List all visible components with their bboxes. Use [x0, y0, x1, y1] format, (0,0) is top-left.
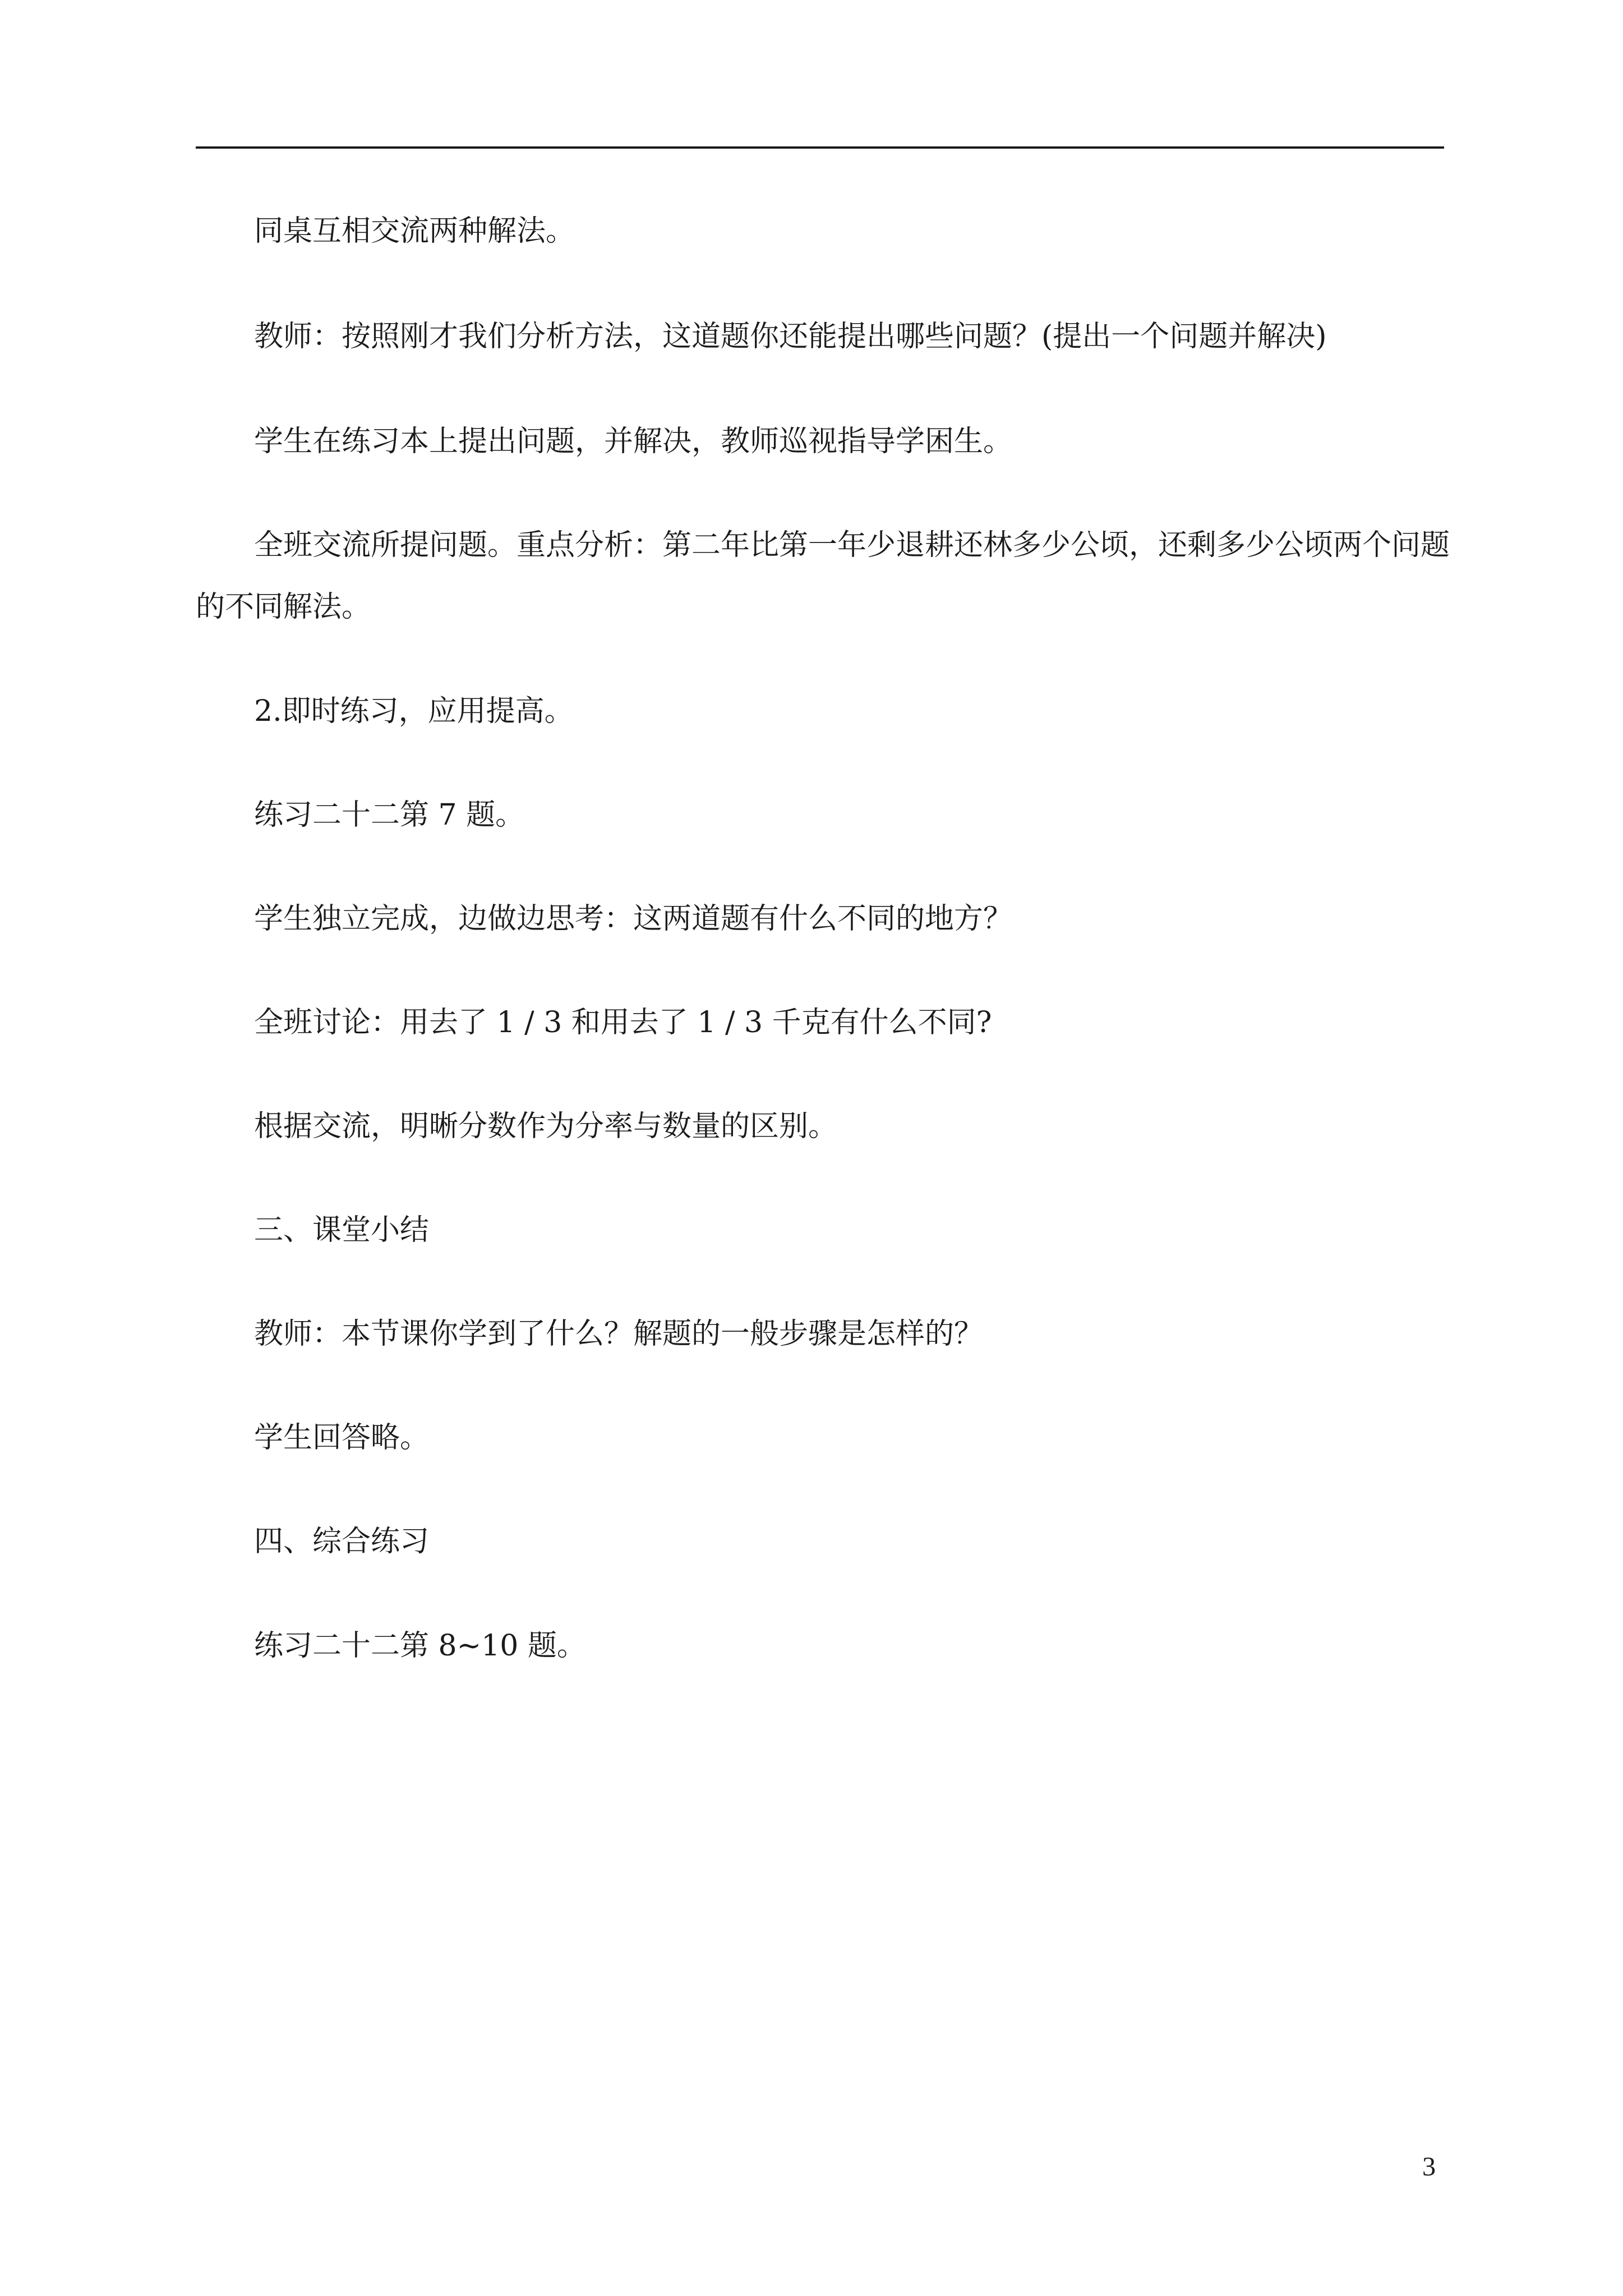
section-heading-comprehensive-practice: 四、综合练习: [254, 1525, 430, 1558]
paragraph-teacher-question: 教师：按照刚才我们分析方法，这道题你还能提出哪些问题？(提出一个问题并解决): [254, 320, 1327, 353]
header-rule: [196, 146, 1444, 149]
paragraph-student-answer: 学生回答略。: [254, 1421, 430, 1455]
paragraph-students-solve: 学生在练习本上提出问题，并解决，教师巡视指导学困生。: [254, 425, 1013, 458]
paragraph-immediate-practice: 2.即时练习，应用提高。: [254, 694, 574, 728]
paragraph-peer-exchange: 同桌互相交流两种解法。: [254, 214, 575, 248]
paragraph-independent-work: 学生独立完成，边做边思考：这两道题有什么不同的地方？: [254, 902, 1013, 936]
paragraph-teacher-summary-question: 教师：本节课你学到了什么？解题的一般步骤是怎样的？: [254, 1317, 984, 1351]
page-number: 3: [1422, 2152, 1436, 2182]
paragraph-class-discussion-continued: 的不同解法。: [196, 590, 371, 624]
paragraph-exercise-7: 练习二十二第 7 题。: [254, 798, 525, 832]
paragraph-exercise-8-10: 练习二十二第 8~10 题。: [254, 1629, 586, 1663]
paragraph-fraction-discussion: 全班讨论：用去了 1 / 3 和用去了 1 / 3 千克有什么不同?: [254, 1006, 992, 1039]
paragraph-class-discussion: 全班交流所提问题。重点分析：第二年比第一年少退耕还林多少公顷，还剩多少公顷两个问题: [254, 528, 1450, 562]
section-heading-summary: 三、课堂小结: [254, 1213, 430, 1247]
paragraph-clarify-difference: 根据交流，明晰分数作为分率与数量的区别。: [254, 1110, 838, 1143]
